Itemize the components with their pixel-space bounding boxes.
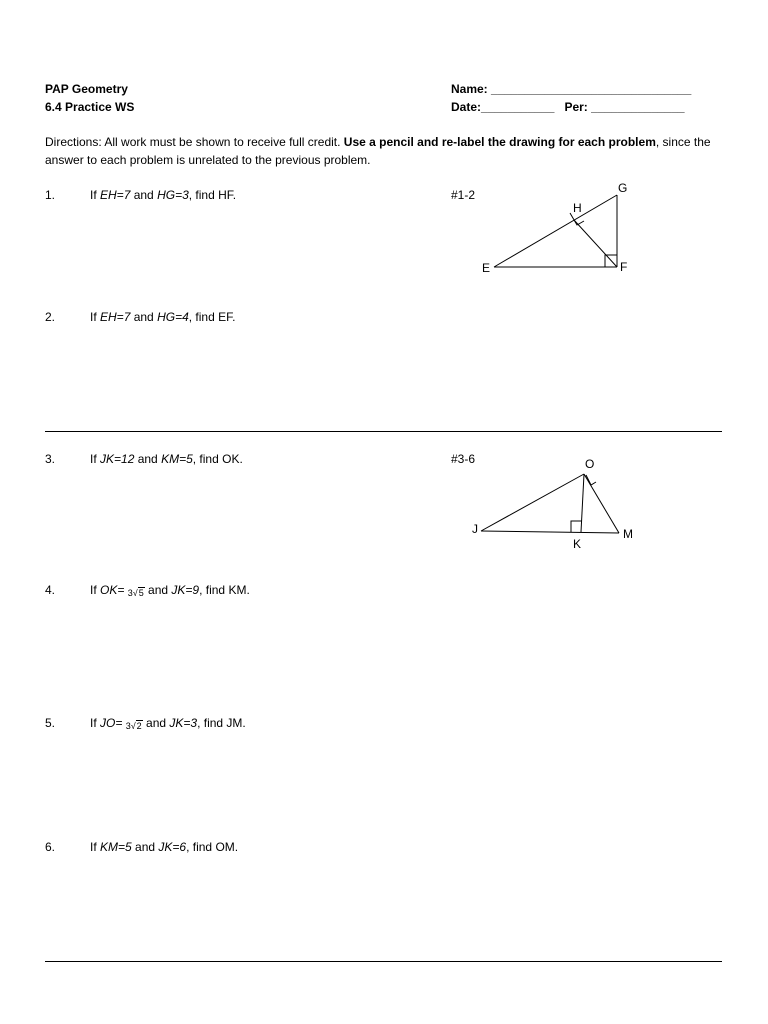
radical-expression: 3√5 <box>127 588 144 598</box>
problem-text: If JK=12 and KM=5, find OK. <box>90 452 243 466</box>
problem-number: 2. <box>45 310 56 324</box>
figure-label: #3-6 <box>451 452 476 466</box>
vertex-label: H <box>573 201 582 215</box>
problem-text: If EH=7 and HG=4, find EF. <box>90 310 236 324</box>
problem-text: If OK= 3√5 and JK=9, find KM. <box>90 583 250 598</box>
per-label: Per: <box>564 100 588 114</box>
problem-number: 3. <box>45 452 56 466</box>
problem-text: If EH=7 and HG=3, find HF. <box>90 188 237 202</box>
date-per-field <box>451 100 685 114</box>
triangle-jmo-diagram <box>465 450 645 555</box>
date-label: Date: <box>451 100 482 114</box>
name-label: Name: <box>451 82 488 96</box>
problem-number: 5. <box>45 716 56 730</box>
vertex-label: E <box>482 261 491 275</box>
triangle-efg-diagram <box>470 176 640 281</box>
worksheet-title: 6.4 Practice WS <box>45 100 135 114</box>
directions <box>45 133 725 169</box>
problem-text: If JO= 3√2 and JK=3, find JM. <box>90 716 246 731</box>
problem-number: 4. <box>45 583 56 597</box>
problem-number: 1. <box>45 188 56 202</box>
section-divider <box>45 961 722 962</box>
figure-label: #1-2 <box>451 188 476 202</box>
directions-rest: , since the answer to each problem is unrelated to the previous problem. <box>45 135 711 167</box>
per-blank: ______________ <box>591 100 685 114</box>
vertex-label: O <box>585 457 595 471</box>
vertex-label: K <box>573 537 582 551</box>
vertex-label: J <box>472 522 478 536</box>
directions-bold: Use a pencil and re-label the drawing for each problem <box>343 135 656 149</box>
vertex-label: M <box>623 527 633 541</box>
problem-text: If KM=5 and JK=6, find OM. <box>90 840 239 854</box>
vertex-label: G <box>618 181 628 195</box>
date-blank: ___________ <box>481 100 555 114</box>
name-field <box>451 82 691 96</box>
section-divider <box>45 431 722 432</box>
directions-intro: Directions: All work must be shown to receive full credit. <box>45 135 344 149</box>
problem-number: 6. <box>45 840 56 854</box>
course-title: PAP Geometry <box>45 82 128 96</box>
radical-expression: 3√2 <box>125 721 142 731</box>
vertex-label: F <box>620 260 628 274</box>
name-blank: ______________________________ <box>491 82 692 96</box>
